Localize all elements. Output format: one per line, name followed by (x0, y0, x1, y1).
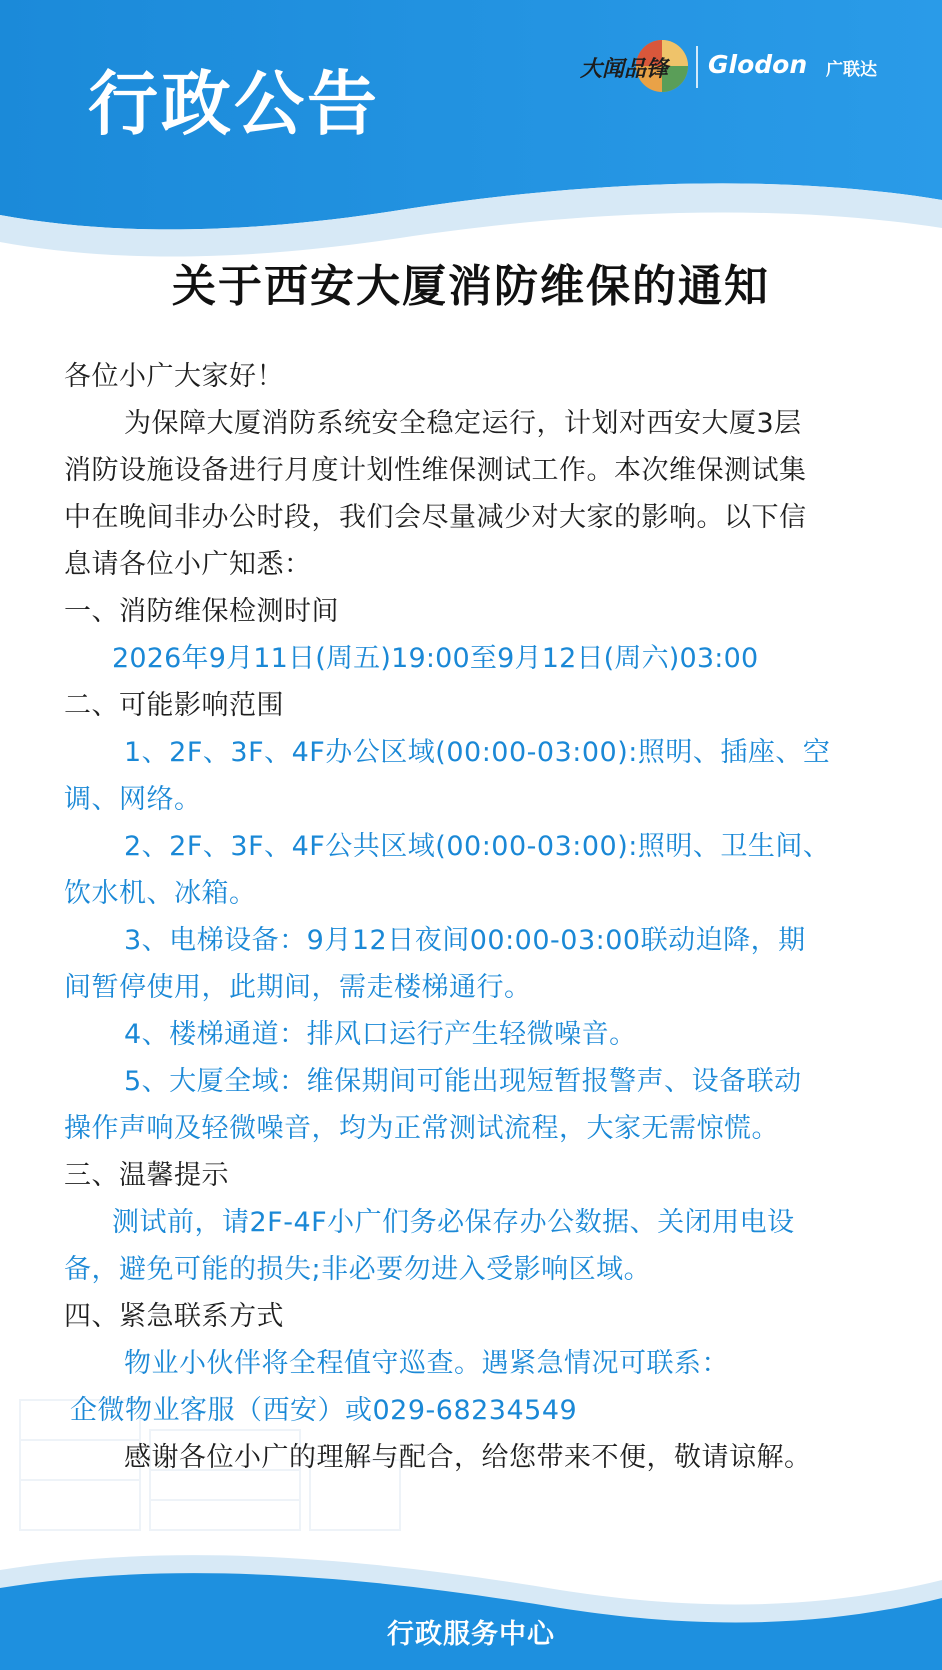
section-heading: 四、紧急联系方式 (64, 1301, 284, 1332)
glodon-logo: Glodon (708, 50, 808, 79)
impact-item-line: 调、网络。 (64, 784, 202, 815)
intro-line: 消防设施设备进行月度计划性维保测试工作。本次维保测试集 (64, 455, 807, 486)
greeting: 各位小广大家好！ (64, 361, 284, 392)
intro-line: 为保障大厦消防系统安全稳定运行，计划对西安大厦3层 (124, 408, 802, 439)
impact-item-line: 间暂停使用，此期间，需走楼梯通行。 (64, 972, 532, 1003)
tip-line: 备，避免可能的损失;非必要勿进入受影响区域。 (64, 1254, 652, 1285)
section-heading: 二、可能影响范围 (64, 690, 284, 721)
brand-cn-logo: 大闻品锋 (580, 56, 669, 82)
impact-item-line: 饮水机、冰箱。 (64, 878, 257, 909)
maintenance-time: 2026年9月11日(周五)19:00至9月12日(周六)03:00 (112, 643, 759, 674)
impact-item-line: 2、2F、3F、4F公共区域(00:00-03:00):照明、卫生间、 (124, 831, 831, 862)
contact-line: 物业小伙伴将全程值守巡查。遇紧急情况可联系： (124, 1348, 729, 1379)
tip-line: 测试前，请2F-4F小广们务必保存办公数据、关闭用电设 (112, 1207, 795, 1238)
impact-item-line: 5、大厦全域：维保期间可能出现短暂报警声、设备联动 (124, 1066, 802, 1097)
section-heading: 三、温馨提示 (64, 1160, 229, 1191)
impact-item-line: 1、2F、3F、4F办公区域(00:00-03:00):照明、插座、空 (124, 737, 831, 768)
notice-title: 关于西安大厦消防维保的通知 (172, 261, 770, 312)
footer-signature: 行政服务中心 (387, 1619, 555, 1650)
intro-line: 息请各位小广知悉： (64, 549, 312, 580)
closing-line: 感谢各位小广的理解与配合，给您带来不便，敬请谅解。 (124, 1442, 812, 1473)
section-heading: 一、消防维保检测时间 (64, 596, 339, 627)
contact-phone: 企微物业客服（西安）或029-68234549 (70, 1395, 578, 1426)
impact-item-line: 4、楼梯通道：排风口运行产生轻微噪音。 (124, 1019, 637, 1050)
header-title: 行政公告 (88, 63, 380, 145)
impact-item-line: 操作声响及轻微噪音，均为正常测试流程，大家无需惊慌。 (64, 1113, 779, 1144)
impact-item-line: 3、电梯设备：9月12日夜间00:00-03:00联动迫降，期 (124, 925, 806, 956)
intro-line: 中在晚间非办公时段，我们会尽量减少对大家的影响。以下信 (64, 502, 807, 533)
glodon-logo-cn: 广联达 (826, 60, 877, 80)
